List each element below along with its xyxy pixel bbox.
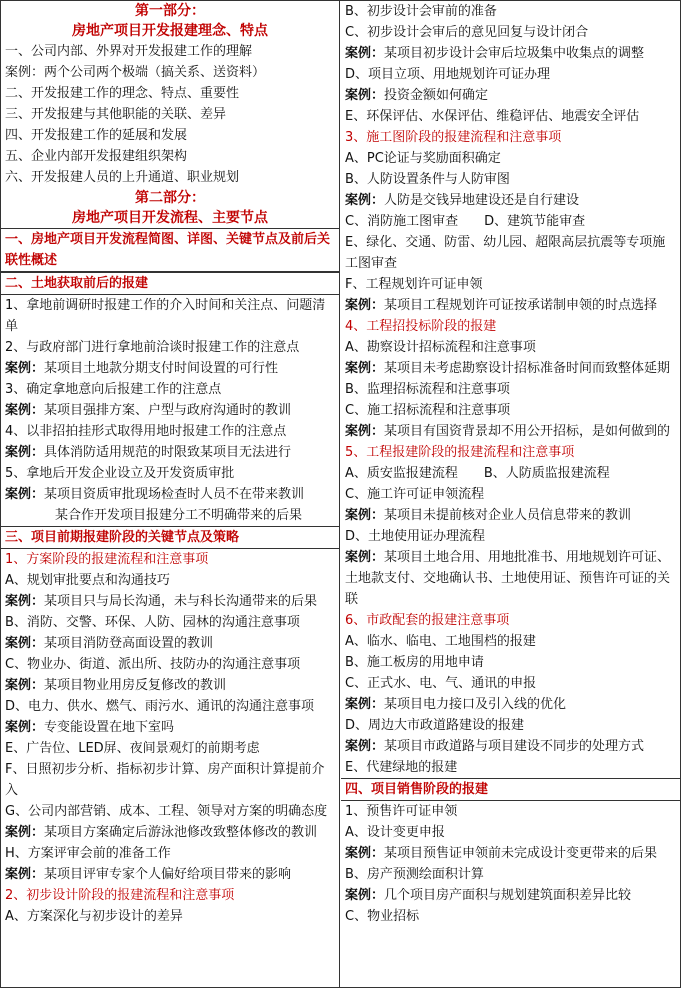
case-label: 案例： [345, 424, 385, 439]
case-line [345, 85, 676, 106]
text-line: A、PC论证与奖励面积确定 [345, 151, 501, 166]
case-label: 案例： [5, 445, 45, 460]
section-heading: 三、项目前期报建阶段的关键节点及策略 [1, 526, 339, 549]
case-text: 某项目预售证申领前未完成设计变更带来的后果 [384, 846, 658, 861]
case-line [345, 736, 676, 757]
case-line [345, 843, 676, 864]
text-line: F、工程规划许可证申领 [345, 277, 483, 292]
case-text: 人防是交钱异地建设还是自行建设 [384, 193, 580, 208]
case-line [5, 633, 335, 654]
text-line: A、质安监报建流程 B、人防质监报建流程 [345, 466, 610, 481]
text-line: H、方案评审会前的准备工作 [5, 846, 171, 861]
text-line: D、电力、供水、燃气、雨污水、通讯的沟通注意事项 [5, 699, 315, 714]
text-line: 案例：两个公司两个极端（搞关系、送资料） [5, 65, 266, 80]
subsection-heading: 4、工程招投标阶段的报建 [345, 319, 497, 334]
case-text: 某项目资质审批现场检查时人员不在带来教训 [44, 487, 305, 502]
text-line: 六、开发报建人员的上升通道、职业规划 [5, 170, 240, 185]
case-line [345, 505, 676, 526]
text-line: E、代建绿地的报建 [345, 760, 458, 775]
text-line: A、勘察设计招标流程和注意事项 [345, 340, 536, 355]
case-label: 案例： [5, 720, 45, 735]
text-line: C、初步设计会审后的意见回复与设计闭合 [345, 25, 589, 40]
case-line [345, 547, 676, 610]
case-label: 案例： [345, 298, 385, 313]
case-line [345, 885, 676, 906]
text-line: A、规划审批要点和沟通技巧 [5, 573, 170, 588]
case-text: 某项目未考虑勘察设计招标准备时间而致整体延期 [384, 361, 671, 376]
section-heading: 二、土地获取前后的报建 [1, 272, 339, 295]
text-line: 二、开发报建工作的理念、特点、重要性 [5, 86, 240, 101]
subsection-heading: 5、工程报建阶段的报建流程和注意事项 [345, 445, 575, 460]
text-line: B、房产预测绘面积计算 [345, 867, 484, 882]
text-line: 1、拿地前调研时报建工作的介入时间和关注点、问题清单 [5, 298, 326, 334]
case-text: 某项目消防登高面设置的教训 [44, 636, 214, 651]
case-label: 案例： [345, 46, 385, 61]
section-heading: 一、房地产项目开发流程简图、详图、关键节点及前后关联性概述 [1, 228, 339, 272]
case-label: 案例： [345, 888, 385, 903]
case-label: 案例： [5, 867, 45, 882]
case-label: 案例： [5, 825, 45, 840]
text-line: 五、企业内部开发报建组织架构 [5, 149, 188, 164]
case-line [345, 694, 676, 715]
case-line [345, 421, 676, 442]
case-line: 某合作开发项目报建分工不明确带来的后果 [55, 508, 303, 523]
case-line [345, 358, 676, 379]
case-line [5, 442, 335, 463]
text-line: 5、拿地后开发企业设立及开发资质审批 [5, 466, 235, 481]
part-heading: 房地产项目开发报建理念、特点 [72, 23, 268, 39]
case-text: 某项目市政道路与项目建设不同步的处理方式 [384, 739, 645, 754]
case-text: 几个项目房产面积与规划建筑面积差异比较 [384, 888, 632, 903]
case-label: 案例： [5, 403, 45, 418]
case-text: 某项目电力接口及引入线的优化 [384, 697, 567, 712]
case-text: 某项目强排方案、户型与政府沟通时的教训 [44, 403, 292, 418]
text-line: C、物业招标 [345, 909, 420, 924]
text-line: 3、确定拿地意向后报建工作的注意点 [5, 382, 222, 397]
case-text: 某项目只与局长沟通，未与科长沟通带来的后果 [44, 594, 318, 609]
case-label: 案例： [5, 636, 45, 651]
case-label: 案例： [345, 361, 385, 376]
text-line: 4、以非招拍挂形式取得用地时报建工作的注意点 [5, 424, 287, 439]
case-line [5, 675, 335, 696]
case-text: 专变能设置在地下室吗 [44, 720, 175, 735]
case-label: 案例： [345, 846, 385, 861]
text-line: E、绿化、交通、防雷、幼儿园、超限高层抗震等专项施工图审查 [345, 235, 666, 271]
case-text: 某项目工程规划许可证按承诺制申领的时点选择 [384, 298, 658, 313]
case-line [345, 190, 676, 211]
text-line: 四、开发报建工作的延展和发展 [5, 128, 188, 143]
text-line: A、方案深化与初步设计的差异 [5, 909, 183, 924]
case-text: 某项目土地合用、用地批准书、用地规划许可证、土地款支付、交地确认书、土地使用证、预售许可证的关联 [345, 550, 671, 607]
case-text: 某项目方案确定后游泳池修改致整体修改的教训 [44, 825, 318, 840]
text-line: E、广告位、LED屏、夜间景观灯的前期考虑 [5, 741, 260, 756]
text-line: 一、公司内部、外界对开发报建工作的理解 [5, 44, 253, 59]
case-line [5, 864, 335, 885]
case-line [5, 400, 335, 421]
text-line: B、人防设置条件与人防审图 [345, 172, 510, 187]
left-column [1, 1, 340, 987]
text-line: 2、与政府部门进行拿地前洽谈时报建工作的注意点 [5, 340, 300, 355]
text-line: D、周边大市政道路建设的报建 [345, 718, 525, 733]
case-line [345, 295, 676, 316]
text-line: E、环保评估、水保评估、维稳评估、地震安全评估 [345, 109, 640, 124]
subsection-heading: 2、初步设计阶段的报建流程和注意事项 [5, 888, 235, 903]
text-line: C、物业办、街道、派出所、技防办的沟通注意事项 [5, 657, 301, 672]
case-label: 案例： [345, 508, 385, 523]
case-text: 某项目土地款分期支付时间设置的可行性 [44, 361, 279, 376]
case-text: 某项目有国资背景却不用公开招标，是如何做到的 [384, 424, 671, 439]
section-heading: 四、项目销售阶段的报建 [341, 778, 680, 801]
case-line [5, 717, 335, 738]
case-label: 案例： [5, 594, 45, 609]
case-label: 案例： [345, 193, 385, 208]
case-label: 案例： [5, 487, 45, 502]
case-line [5, 591, 335, 612]
text-line: A、临水、临电、工地围档的报建 [345, 634, 536, 649]
text-line: D、项目立项、用地规划许可证办理 [345, 67, 551, 82]
text-line: C、施工招标流程和注意事项 [345, 403, 511, 418]
case-label: 案例： [5, 678, 45, 693]
text-line: B、初步设计会审前的准备 [345, 4, 497, 19]
case-line [5, 822, 335, 843]
case-text: 具体消防适用规范的时限致某项目无法进行 [44, 445, 292, 460]
text-line: C、消防施工图审查 D、建筑节能审查 [345, 214, 586, 229]
text-line: B、施工板房的用地申请 [345, 655, 484, 670]
case-label: 案例： [345, 88, 385, 103]
text-line: A、设计变更申报 [345, 825, 445, 840]
case-label: 案例： [345, 697, 385, 712]
case-line [345, 43, 676, 64]
case-text: 某项目初步设计会审后垃圾集中收集点的调整 [384, 46, 645, 61]
case-label: 案例： [5, 361, 45, 376]
part-heading: 第二部分： [135, 190, 205, 206]
subsection-heading: 6、市政配套的报建注意事项 [345, 613, 510, 628]
subsection-heading: 1、方案阶段的报建流程和注意事项 [5, 552, 209, 567]
case-line [5, 484, 335, 505]
text-line: C、施工许可证申领流程 [345, 487, 485, 502]
text-line: B、监理招标流程和注意事项 [345, 382, 510, 397]
case-text: 某项目物业用房反复修改的教训 [44, 678, 227, 693]
text-line: 三、开发报建与其他职能的关联、差异 [5, 107, 227, 122]
case-text: 某项目评审专家个人偏好给项目带来的影响 [44, 867, 292, 882]
text-line: B、消防、交警、环保、人防、园林的沟通注意事项 [5, 615, 300, 630]
case-label: 案例： [345, 739, 385, 754]
subsection-heading: 3、施工图阶段的报建流程和注意事项 [345, 130, 562, 145]
part-heading: 房地产项目开发流程、主要节点 [72, 210, 268, 226]
case-label: 案例： [345, 550, 385, 565]
text-line: D、土地使用证办理流程 [345, 529, 486, 544]
case-line [5, 358, 335, 379]
text-line: F、日照初步分析、指标初步计算、房产面积计算提前介入 [5, 762, 325, 798]
case-text: 某项目未提前核对企业人员信息带来的教训 [384, 508, 632, 523]
text-line: C、正式水、电、气、通讯的申报 [345, 676, 537, 691]
case-text: 投资金额如何确定 [384, 88, 489, 103]
part-heading: 第一部分： [135, 3, 205, 19]
text-line: G、公司内部营销、成本、工程、领导对方案的明确态度 [5, 804, 328, 819]
right-column [341, 1, 680, 987]
text-line: 1、预售许可证申领 [345, 804, 458, 819]
